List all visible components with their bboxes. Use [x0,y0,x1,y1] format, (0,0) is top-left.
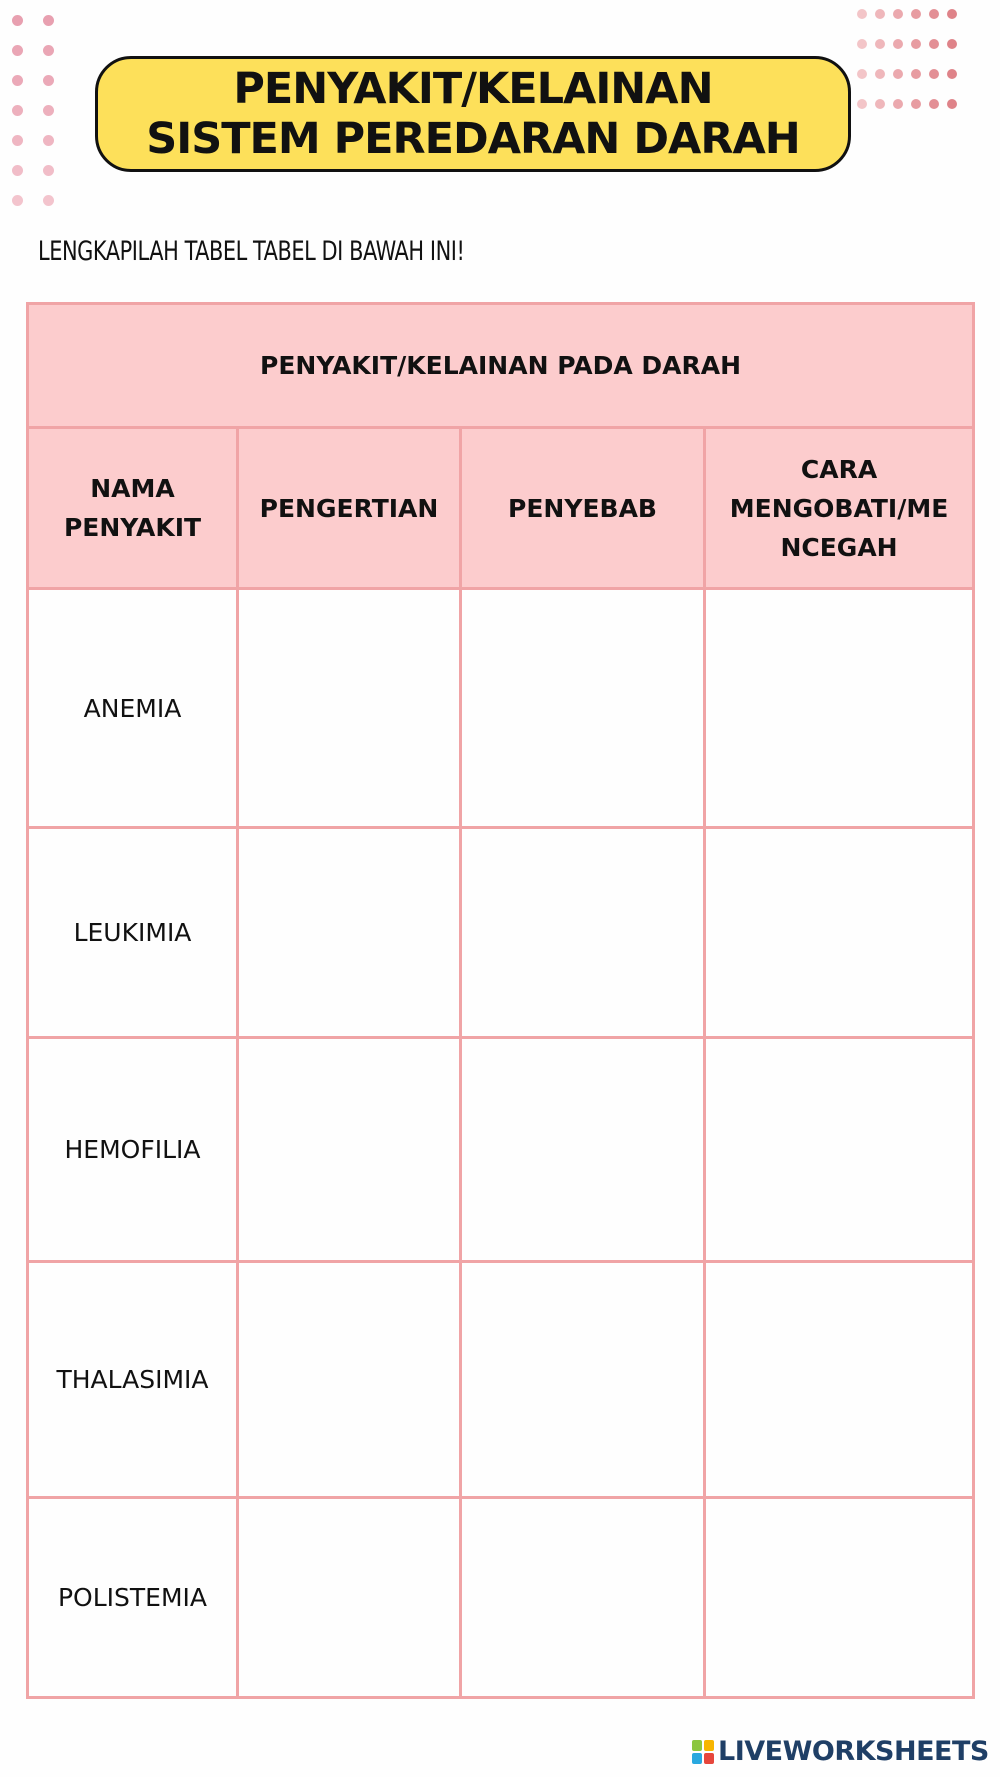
liveworksheets-logo [692,1736,989,1767]
column-header-text: PENGERTIAN [259,493,439,523]
table-row [28,828,974,1038]
column-header-penyebab [461,428,705,589]
answer-cell-cara-mengobati[interactable] [705,1038,974,1262]
column-header-cara-mengobati [705,428,974,589]
answer-cell-pengertian[interactable] [238,828,461,1038]
disease-name-cell: HEMOFILIA [28,1038,238,1262]
column-header-text: PENYEBAB [508,493,657,523]
answer-cell-penyebab[interactable] [461,589,705,828]
disease-name-cell: LEUKIMIA [28,828,238,1038]
title-line-1: PENYAKIT/KELAINAN [233,64,713,114]
disease-table [26,302,975,1699]
disease-name-cell: POLISTEMIA [28,1498,238,1698]
answer-cell-cara-mengobati[interactable] [705,1262,974,1498]
disease-name-cell: THALASIMIA [28,1262,238,1498]
title-banner [95,56,851,172]
table-header-row [28,428,974,589]
column-header-text: CARA [800,454,878,484]
answer-cell-cara-mengobati[interactable] [705,589,974,828]
decorative-dots-left [12,15,55,206]
answer-cell-penyebab[interactable] [461,1498,705,1698]
table-row [28,1498,974,1698]
answer-cell-pengertian[interactable] [238,1262,461,1498]
column-header-text: PENYAKIT [63,513,202,542]
column-header-text: MENGOBATI/ME [729,493,949,523]
answer-cell-penyebab[interactable] [461,1038,705,1262]
answer-cell-pengertian[interactable] [238,589,461,828]
brand-name: LIVEWORKSHEETS [718,1736,989,1767]
answer-cell-cara-mengobati[interactable] [705,1498,974,1698]
disease-name-cell: ANEMIA [28,589,238,828]
decorative-dots-right [857,9,957,109]
title-line-2: SISTEM PEREDARAN DARAH [146,114,800,164]
table-main-header: PENYAKIT/KELAINAN PADA DARAH [28,304,974,428]
instruction-text: LENGKAPILAH TABEL TABEL DI BAWAH INI! [38,236,465,267]
column-header-text: NCEGAH [780,532,898,562]
answer-cell-pengertian[interactable] [238,1498,461,1698]
answer-cell-pengertian[interactable] [238,1038,461,1262]
answer-cell-cara-mengobati[interactable] [705,828,974,1038]
liveworksheets-logo-icon [692,1740,714,1764]
table-row [28,1038,974,1262]
column-header-nama-penyakit [28,428,238,589]
column-header-text: NAMA [90,474,175,503]
answer-cell-penyebab[interactable] [461,1262,705,1498]
table-title-row [28,304,974,428]
table-row [28,1262,974,1498]
table-row [28,589,974,828]
answer-cell-penyebab[interactable] [461,828,705,1038]
column-header-pengertian [238,428,461,589]
